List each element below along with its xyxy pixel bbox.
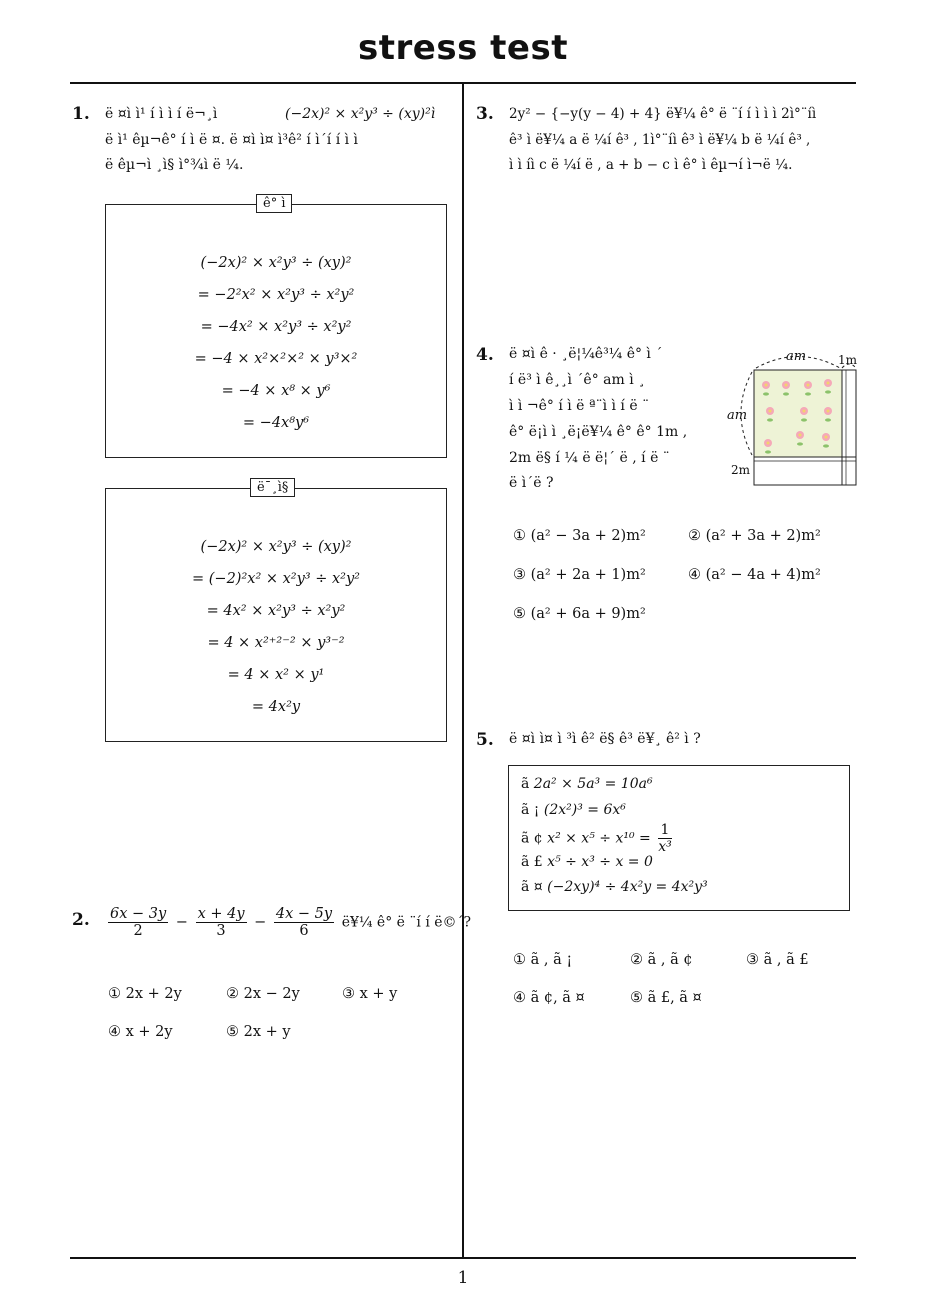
q2-frac1-denominator: 2 [133,923,143,939]
q4-choice[interactable]: ⑤ (a² + 6a + 9)m² [513,606,646,622]
q1-text-line-2: ë ì¹ êµ¬ê° í ì ë ¤. ë ¤ì ì¤ ì³ê² í ì´í í ì ì [105,132,359,148]
q1-box-b-step: = (−2)²x² × x²y³ ÷ x²y² [192,571,360,587]
q4-label-top [786,349,806,364]
statement-label: ã ¤ [521,879,543,895]
column-divider [462,84,464,1258]
footer-rule [70,1257,856,1259]
q1-box-a-step: = −2²x² × x²y³ ÷ x²y² [197,287,355,303]
statement-expr: (−2xy)⁴ ÷ 4x²y = 4x²y³ [547,879,708,895]
statement-expr: 2a² × 5a³ = 10a⁶ [533,776,653,792]
q1-text-line-1: ë ¤ì ì¹ í ì ì í ë¬¸ì [105,106,218,122]
q5-statement-row [521,822,675,855]
q4-text-line-3: ì ì ¬ê° í ì ë ª¨ì ì í ë ¨ [509,398,650,414]
q5-statement-row [521,776,653,792]
q5-choice[interactable]: ③ ã , ã £ [746,952,809,968]
q5-choice[interactable]: ④ ã ¢, ã ¤ [513,990,585,1006]
page-number: 1 [457,1268,469,1288]
q2-fraction-2 [196,906,247,939]
statement-fraction [658,822,672,855]
fraction-denominator: x³ [658,839,672,855]
q4-text-line-4: ê° ë¡ì ì ¸ë¡ë¥¼ ê° ê° 1m , [509,424,688,440]
statement-label: ã ¡ [521,802,540,818]
q2-frac1-numerator: 6x − 3y [110,906,167,922]
q1-box-b-step: = 4x²y [251,699,301,715]
q2-minus: − [254,914,267,931]
q1-box-a-step: = −4 × x⁸ × y⁶ [221,383,331,399]
q4-number: 4. [476,345,494,365]
q1-expression: (−2x)² × x²y³ ÷ (xy)²ì [285,106,436,122]
q5-choice[interactable]: ② ã , ã ¢ [630,952,693,968]
q2-choice[interactable]: ② 2x − 2y [226,986,300,1002]
dimension-label: am [786,349,807,364]
q1-box-b-step: = 4x² × x²y³ ÷ x²y² [206,603,346,619]
q2-minus: − [175,914,188,931]
q1-box-b-label: ë¯¸ì§ [250,478,295,497]
q3-text-line-3: ì ì íì c ë ¼í ë , a + b − c ì ê° ì êµ¬í ì¬ë ¼. [509,157,793,173]
q5-statement-box [508,765,850,911]
q5-statement-row [521,854,653,870]
q1-box-a-label: ê° ì [256,194,292,213]
page-title: stress test [358,28,568,68]
q2-choice[interactable]: ③ x + y [342,986,398,1002]
q2-frac2-numerator: x + 4y [197,906,245,922]
q2-choice[interactable]: ① 2x + 2y [108,986,182,1002]
q5-choice[interactable]: ① ã , ã ¡ [513,952,573,968]
q1-box-a-step: (−2x)² × x²y³ ÷ (xy)² [200,255,352,271]
fraction-numerator: 1 [658,822,672,839]
q1-box-a-step: = −4x⁸y⁶ [242,415,310,431]
q4-label-right-top: 1m [838,353,858,367]
q1-box-b-step: (−2x)² × x²y³ ÷ (xy)² [200,539,352,555]
q2-fraction-1 [108,906,168,939]
q1-text-line-3: ë êµ¬ì ¸ì§ ì°¾ì ë ¼. [105,157,244,173]
statement-expr: x⁵ ÷ x³ ÷ x = 0 [547,854,653,870]
q4-text-line-2: í ë³ ì ê¸¸ì ´ê° am ì ¸ [509,372,646,388]
statement-expr: x² × x⁵ ÷ x¹⁰ = [547,830,656,847]
q5-choice[interactable]: ⑤ ã £, ã ¤ [630,990,702,1006]
statement-label: ã ¢ [521,830,543,847]
q4-label-bottom-left: 2m [731,463,751,477]
q2-choice[interactable]: ⑤ 2x + y [226,1024,291,1040]
q2-expression [105,906,471,939]
q3-number: 3. [476,104,494,124]
q5-prompt: ë ¤ì ì¤ ì ³ì ê² ë§ ê³ ë¥¸ ê² ì ? [509,731,701,747]
statement-label: ã [521,776,534,792]
q4-text-line-6: ë ì´ë ? [509,475,554,491]
q4-choice[interactable]: ④ (a² − 4a + 4)m² [688,567,821,583]
q5-number: 5. [476,730,494,750]
q3-text-line-2: ê³ ì ë¥¼ a ë ¼í ê³ , 1ì°¨íì ê³ ì ë¥¼ b ë ¼í ê³ , [509,132,811,148]
q1-box-b-step: = 4 × x² × y¹ [227,667,325,683]
q4-text-line-1: ë ¤ì ê · ¸ë¦¼ê³¼ ê° ì ´ [509,346,663,362]
q2-frac2-denominator: 3 [216,923,226,939]
statement-label: ã £ [521,854,543,870]
q2-frac3-numerator: 4x − 5y [275,906,333,922]
q2-fraction-3 [274,906,334,939]
q1-solution-box-a [105,196,447,458]
q5-statement-row [521,802,626,818]
q4-choice[interactable]: ① (a² − 3a + 2)m² [513,528,646,544]
q4-choice[interactable]: ② (a² + 3a + 2)m² [688,528,821,544]
q1-box-a-step: = −4x² × x²y³ ÷ x²y² [200,319,352,335]
q2-suffix: ë¥¼ ê° ë ¨í í ë©´? [341,914,472,931]
q1-box-b-step: = 4 × x²⁺²⁻² × y³⁻² [207,635,345,651]
q1-number: 1. [72,104,90,124]
q1-box-a-step: = −4 × x²×²×² × y³×² [194,351,358,367]
q1-solution-box-b [105,480,447,742]
q4-choice[interactable]: ③ (a² + 2a + 1)m² [513,567,646,583]
q5-statement-row [521,879,708,895]
q4-label-left: am [727,408,748,423]
q2-choice[interactable]: ④ x + 2y [108,1024,173,1040]
q4-text-line-5: 2m ë§ í ¼ ë ë¦´ ë , í ë ¨ [509,450,670,466]
q2-frac3-denominator: 6 [299,923,309,939]
q2-number: 2. [72,910,90,930]
statement-expr: (2x²)³ = 6x⁶ [543,802,626,818]
q3-text-line-1: 2y² − {−y(y − 4) + 4} ë¥¼ ê° ë ¨í í ì ì ì 2ì°¨íì [509,106,817,122]
